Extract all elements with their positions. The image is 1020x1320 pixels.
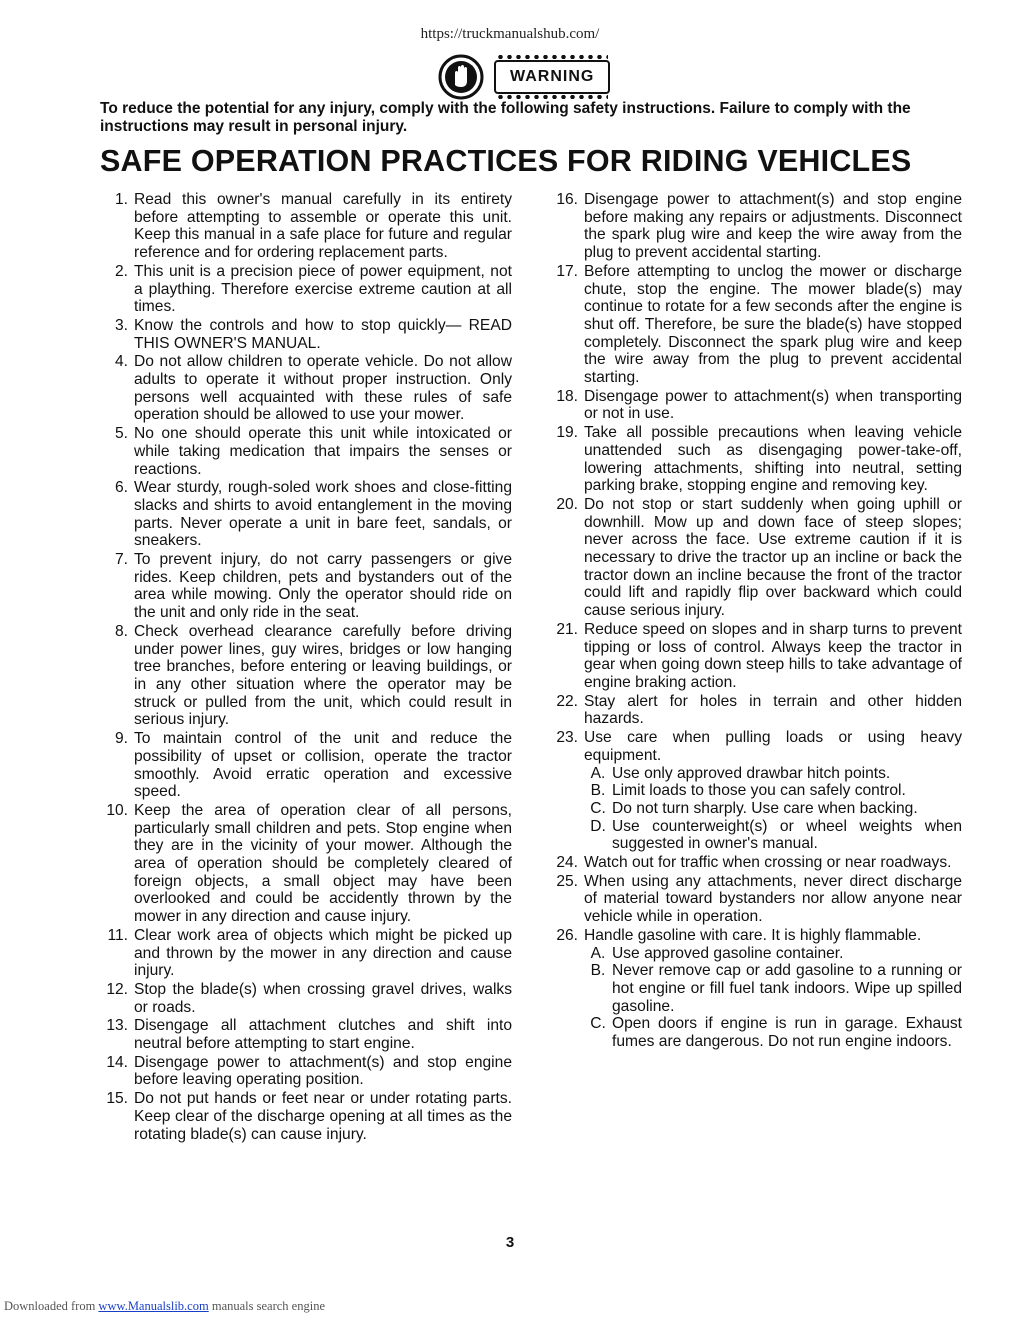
rule-text: Disengage power to attachment(s) when transporting or not in use. — [584, 387, 962, 423]
rule-body — [584, 191, 962, 262]
rule-body — [134, 1054, 512, 1089]
stop-hand-icon — [438, 54, 484, 100]
warning-label: WARNING — [494, 60, 610, 94]
subitem-text: Use counterweight(s) or wheel weights when suggested in owner's manual. — [612, 817, 962, 853]
subitem-letter: A. — [590, 764, 606, 782]
rule-subitem — [584, 945, 962, 963]
rule-number: 10. — [106, 801, 128, 819]
rule-text: Disengage power to attachment(s) and stop engine before leaving operating position. — [134, 1053, 512, 1089]
safety-rule — [96, 317, 512, 352]
safety-rule — [96, 981, 512, 1016]
rule-body — [584, 424, 962, 495]
safety-rule — [546, 496, 962, 620]
safety-rule — [96, 551, 512, 622]
source-url[interactable]: https://truckmanualshub.com/ — [420, 26, 600, 42]
safety-rule — [546, 873, 962, 926]
safety-rule — [96, 1017, 512, 1052]
rule-body — [584, 693, 962, 728]
rule-body — [584, 729, 962, 853]
rule-number: 3. — [114, 316, 128, 334]
subitem-letter: A. — [590, 944, 606, 962]
safety-rule — [546, 388, 962, 423]
rule-body — [134, 927, 512, 980]
safety-rule — [546, 854, 962, 872]
safety-rule — [96, 1090, 512, 1143]
safety-rule — [546, 621, 962, 692]
rule-text: Keep the area of operation clear of all persons, particularly small children and pets. Stop engine when they are in the vicinity of your mower. Although the area of operation should be completely cleared of foreign objects, a small object may have been overlooked and could be accidently thrown by the mower in any direction and cause injury. — [134, 801, 512, 926]
rule-subitem — [584, 765, 962, 783]
rules-column-right — [546, 191, 962, 1052]
rule-subitem — [584, 818, 962, 853]
rule-text: Stay alert for holes in terrain and other hidden hazards. — [584, 692, 962, 728]
subitem-text: Use only approved drawbar hitch points. — [612, 764, 891, 782]
rule-body — [134, 1090, 512, 1143]
safety-rule — [96, 353, 512, 424]
rule-number: 19. — [556, 424, 578, 442]
rule-subitem — [584, 962, 962, 1015]
rule-body — [134, 802, 512, 926]
footer — [4, 1299, 325, 1314]
rule-body — [134, 191, 512, 262]
warning-banner — [438, 52, 610, 102]
rule-text: Clear work area of objects which might be picked up and thrown by the mower in any direction and cause injury. — [134, 926, 512, 980]
rule-subitem — [584, 800, 962, 818]
safety-rule — [546, 729, 962, 853]
rule-number: 21. — [556, 620, 578, 638]
rule-body — [584, 873, 962, 926]
rule-number: 13. — [106, 1017, 128, 1035]
rule-number: 20. — [556, 495, 578, 513]
rule-number: 18. — [556, 387, 578, 405]
rule-number: 2. — [114, 262, 128, 280]
rule-body — [134, 1017, 512, 1052]
rule-body — [134, 623, 512, 729]
page-title: SAFE OPERATION PRACTICES FOR RIDING VEHICLES — [100, 144, 912, 178]
rule-text: Disengage power to attachment(s) and stop engine before making any repairs or adjustments. Disconnect the spark plug wire and keep the wire away from the plug to prevent accidental starting. — [584, 191, 962, 262]
rule-number: 15. — [106, 1090, 128, 1108]
rule-number: 22. — [556, 692, 578, 710]
rule-text: This unit is a precision piece of power equipment, not a plaything. Therefore exercise extreme caution at all times. — [134, 262, 512, 316]
safety-rule — [96, 191, 512, 262]
rule-number: 1. — [114, 191, 128, 208]
safety-rule — [546, 693, 962, 728]
rule-text: To prevent injury, do not carry passengers or give rides. Keep children, pets and bystanders out of the area while mowing. Only the operator should ride on the unit and only ride in the seat. — [134, 551, 512, 622]
subitem-letter: C. — [590, 1015, 606, 1033]
rule-text: Know the controls and how to stop quickly— READ THIS OWNER'S MANUAL. — [134, 316, 512, 352]
rule-body — [584, 263, 962, 387]
subitem-text: Never remove cap or add gasoline to a running or hot engine or fill fuel tank indoors. Wipe up spilled gasoline. — [612, 962, 962, 1015]
footer-prefix: Downloaded from — [4, 1299, 96, 1313]
rule-text: Use care when pulling loads or using heavy equipment. — [584, 729, 962, 764]
rule-body — [584, 388, 962, 423]
rule-text: Check overhead clearance carefully before driving under power lines, guy wires, bridges or low hanging tree branches, before entering or leaving buildings, or in any other situation where the operator may be struck or pulled from the unit, which could result in serious injury. — [134, 622, 512, 729]
rule-body — [134, 730, 512, 801]
rule-body — [134, 353, 512, 424]
rule-number: 24. — [556, 854, 578, 872]
rule-text: Read this owner's manual carefully in its entirety before attempting to assemble or operate this unit. Keep this manual in a safe place for future and regular reference and for ordering replacement parts. — [134, 191, 512, 262]
rule-text: Before attempting to unclog the mower or discharge chute, stop the engine. The mower blade(s) may continue to rotate for a few seconds after the engine is shut off. Therefore, be sure the blade(s) have stopped completely. Disconnect the spark plug wire and keep the wire away from the plug to prevent accidental starting. — [584, 262, 962, 387]
subitem-letter: D. — [590, 817, 606, 835]
rule-number: 12. — [106, 980, 128, 998]
rule-text: Disengage all attachment clutches and shift into neutral before attempting to start engine. — [134, 1017, 512, 1053]
subitem-letter: C. — [590, 799, 606, 817]
subitem-letter: B. — [590, 782, 606, 800]
safety-rule — [96, 479, 512, 550]
safety-rule — [546, 191, 962, 262]
rule-body — [134, 551, 512, 622]
rule-body — [134, 425, 512, 478]
safety-rule — [96, 263, 512, 316]
safety-rule — [546, 927, 962, 1051]
safety-rule — [96, 1054, 512, 1089]
rule-text: Stop the blade(s) when crossing gravel drives, walks or roads. — [134, 980, 512, 1016]
safety-rule — [96, 425, 512, 478]
footer-suffix: manuals search engine — [211, 1299, 325, 1313]
rule-subitem — [584, 782, 962, 800]
safety-rule — [96, 927, 512, 980]
rule-body — [584, 496, 962, 620]
subitem-text: Do not turn sharply. Use care when backing. — [612, 799, 918, 817]
safety-rule — [96, 623, 512, 729]
subitem-letter: B. — [590, 962, 606, 980]
rule-number: 17. — [556, 262, 578, 280]
rule-number: 26. — [556, 926, 578, 944]
intro-text: To reduce the potential for any injury, comply with the following safety instructions. Failure to comply with the instructions may result in personal injury. — [100, 100, 911, 135]
rule-number: 8. — [114, 622, 128, 640]
rule-number: 25. — [556, 872, 578, 890]
rule-body — [134, 263, 512, 316]
rule-number: 16. — [556, 191, 578, 208]
rule-body — [134, 317, 512, 352]
rule-number: 4. — [114, 353, 128, 371]
subitem-text: Open doors if engine is run in garage. Exhaust fumes are dangerous. Do not run engine indoors. — [612, 1015, 962, 1051]
subitem-text: Use approved gasoline container. — [612, 944, 844, 962]
rule-text: Reduce speed on slopes and in sharp turns to prevent tipping or loss of control. Always keep the tractor in gear when going down steep hills to take advantage of engine braking action. — [584, 620, 962, 691]
rule-number: 5. — [114, 425, 128, 443]
rule-body — [134, 479, 512, 550]
rule-text: Take all possible precautions when leaving vehicle unattended such as disengaging power-take-off, lowering attachments, shifting into neutral, setting parking brake, stopping engine and removing key. — [584, 424, 962, 495]
safety-rule — [546, 263, 962, 387]
rule-number: 9. — [114, 730, 128, 748]
rule-text: When using any attachments, never direct discharge of material toward bystanders nor allow anyone near vehicle while in operation. — [584, 872, 962, 926]
rule-number: 6. — [114, 479, 128, 497]
rule-text: To maintain control of the unit and reduce the possibility of upset or collision, operate the tractor smoothly. Avoid erratic operation and excessive speed. — [134, 730, 512, 801]
subitem-text: Limit loads to those you can safely control. — [612, 782, 906, 800]
rule-text: No one should operate this unit while intoxicated or while taking medication that impairs the senses or reactions. — [134, 425, 512, 478]
safety-rule — [546, 424, 962, 495]
rules-column-left — [96, 191, 512, 1144]
footer-link[interactable]: www.Manualslib.com — [98, 1299, 209, 1313]
rule-body — [584, 927, 962, 1051]
rule-subitem — [584, 1015, 962, 1050]
rule-number: 7. — [114, 551, 128, 569]
rule-text: Do not put hands or feet near or under rotating parts. Keep clear of the discharge opening at all times as the rotating blade(s) can cause injury. — [134, 1090, 512, 1143]
rule-number: 14. — [106, 1053, 128, 1071]
rule-number: 11. — [107, 926, 128, 944]
rule-body — [584, 621, 962, 692]
rule-text: Wear sturdy, rough-soled work shoes and close-fitting slacks and shirts to avoid entanglement in the moving parts. Never operate a unit in bare feet, sandals, or sneakers. — [134, 479, 512, 550]
safety-rule — [96, 730, 512, 801]
rule-text: Do not allow children to operate vehicle. Do not allow adults to operate it without proper instruction. Only persons well acquainted with these rules of safe operation should be allowed to use your mower. — [134, 353, 512, 424]
page-number: 3 — [505, 1234, 515, 1251]
rule-number: 23. — [556, 729, 578, 747]
rule-text: Watch out for traffic when crossing or near roadways. — [584, 854, 952, 872]
safety-rule — [96, 802, 512, 926]
rule-text: Do not stop or start suddenly when going uphill or downhill. Mow up and down face of steep slopes; never across the face. Use extreme caution if it is necessary to drive the tractor up an incline or back the tractor down an incline because the front of the tractor could lift and rapidly flip over backward which could cause serious injury. — [584, 495, 962, 620]
rule-body — [584, 854, 962, 872]
rule-body — [134, 981, 512, 1016]
rule-text: Handle gasoline with care. It is highly flammable. — [584, 926, 922, 944]
